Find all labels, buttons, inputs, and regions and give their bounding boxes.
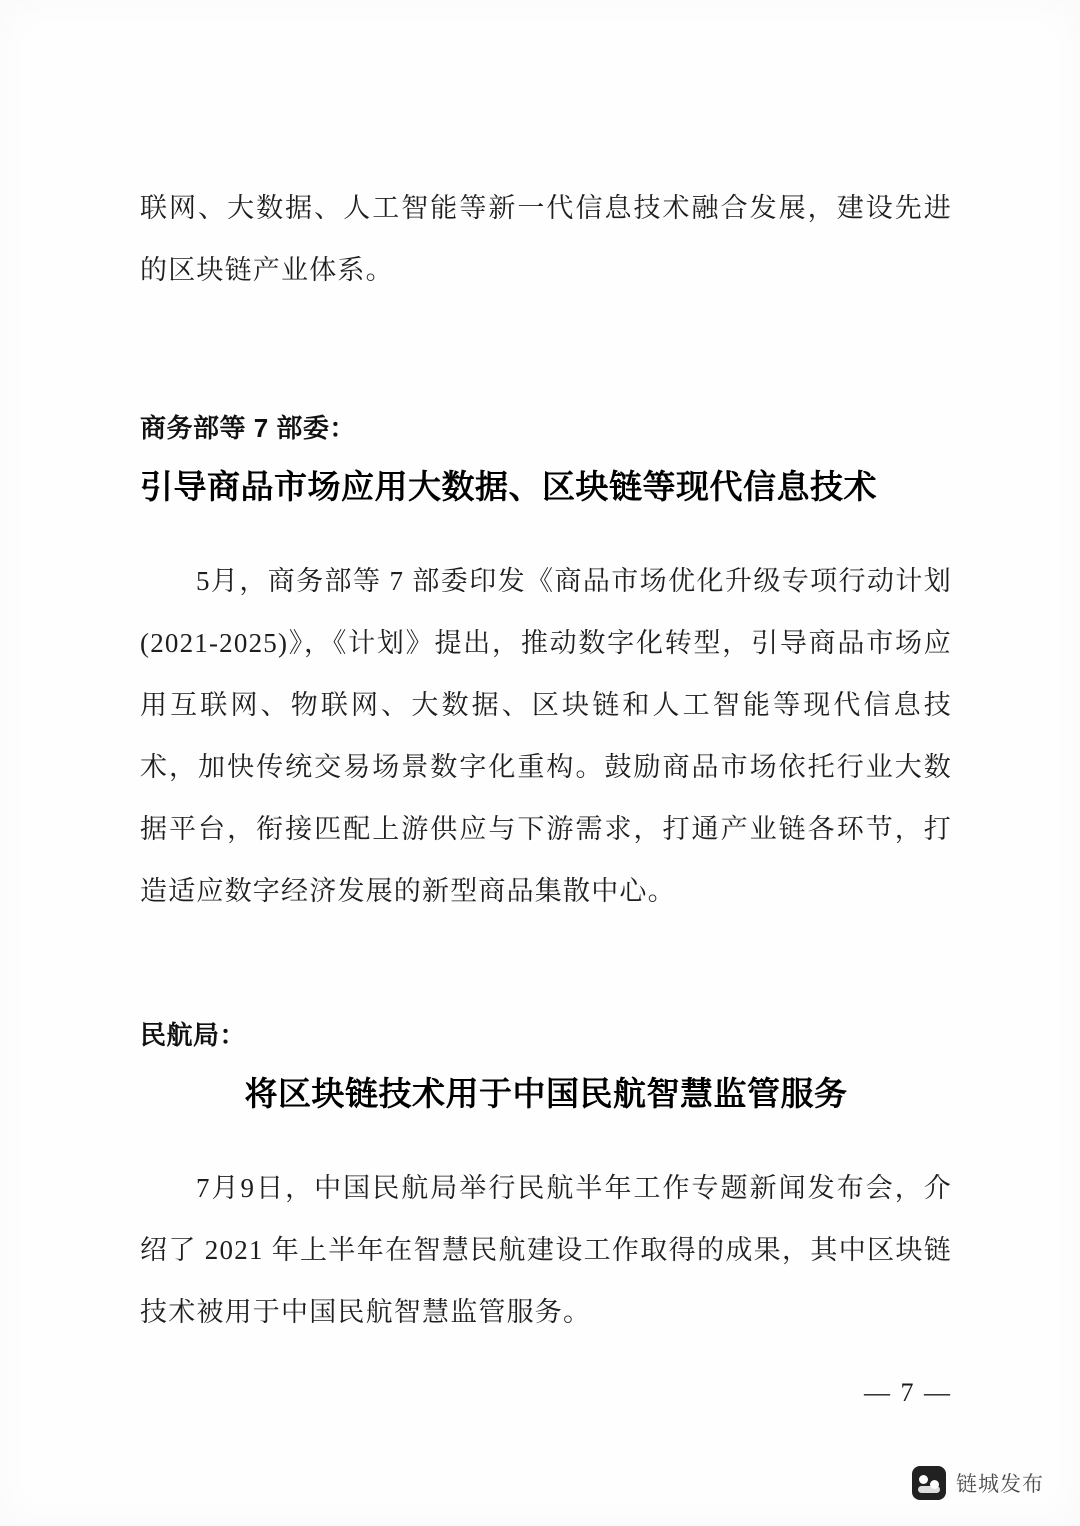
top-continuation-paragraph: 联网、大数据、人工智能等新一代信息技术融合发展，建设先进的区块链产业体系。 [140, 193, 952, 285]
spacer [140, 949, 952, 971]
section-paragraph: 5月，商务部等 7 部委印发《商品市场优化升级专项行动计划(2021-2025)》，《计划》提出，推动数字化转型，引导商品市场应用互联网、物联网、大数据、区块链和人工智能等现代信息技术，加快传统交易场景数字化重构。鼓励商品市场依托行业大数据平台，衔接匹配上游供应与下游需求，打通产业链各环节，打造适应数字经济发展的新型商品集散中心。 [140, 566, 952, 906]
section-caac [140, 1015, 952, 1343]
section-body [140, 1157, 952, 1343]
spacer [140, 328, 952, 364]
section-commerce-ministry [140, 408, 952, 922]
watermark-account-name: 链城发布 [956, 1473, 1044, 1496]
watermark-badge [902, 1458, 1058, 1508]
section-paragraph: 7月9日，中国民航局举行民航半年工作专题新闻发布会，介绍了 2021 年上半年在智慧民航建设工作取得的成果，其中区块链技术被用于中国民航智慧监管服务。 [140, 1173, 952, 1327]
section-body [140, 550, 952, 922]
section-title: 引导商品市场应用大数据、区块链等现代信息技术 [140, 468, 877, 505]
section-kicker: 民航局： [140, 1020, 247, 1050]
section-title: 将区块链技术用于中国民航智慧监管服务 [244, 1075, 848, 1112]
wechat-official-account-icon [912, 1466, 946, 1500]
document-content [140, 150, 952, 1370]
section-kicker: 商务部等 7 部委： [140, 413, 356, 443]
page-number: — 7 — [864, 1378, 952, 1407]
